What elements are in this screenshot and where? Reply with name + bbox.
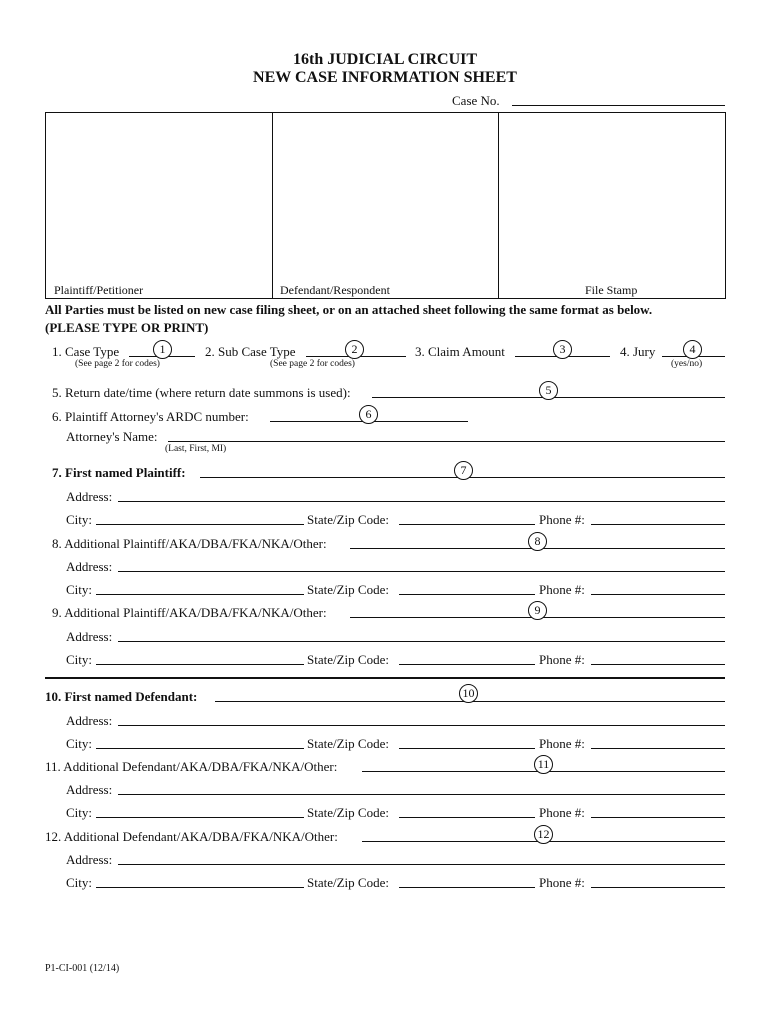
party-12-label: 12. Additional Defendant/AKA/DBA/FKA/NKA/Other: [45,829,338,844]
party-10-state-zip-label: State/Zip Code: [307,736,389,751]
party-11-city-field[interactable] [96,817,304,818]
party-11-state-zip-field[interactable] [399,817,535,818]
party-8-city-label: City: [66,582,93,597]
party-8-phone-label: Phone #: [539,582,585,597]
party-11-phone-label: Phone #: [539,805,585,820]
defendant-box[interactable] [272,113,499,298]
party-9-state-zip-field[interactable] [399,664,535,665]
party-7-state-zip-field[interactable] [399,524,535,525]
form-title: 16th JUDICIAL CIRCUIT [292,51,478,68]
ardc-label: 6. Plaintiff Attorney's ARDC number: [52,409,249,424]
sub-case-type-hint: (See page 2 for codes) [270,359,355,369]
party-7-state-zip-label: State/Zip Code: [307,512,389,527]
party-7-phone-label: Phone #: [539,512,585,527]
file-stamp-box [499,113,725,298]
party-8-city-field[interactable] [96,594,304,595]
party-10-city-field[interactable] [96,748,304,749]
party-8-address-field[interactable] [118,571,725,572]
party-9-phone-field[interactable] [591,664,725,665]
section-divider [45,677,725,679]
jury-hint: (yes/no) [671,359,703,369]
party-7-address-label: Address: [66,489,113,504]
party-12-state-zip-label: State/Zip Code: [307,875,389,890]
attorney-name-label: Attorney's Name: [66,429,158,444]
instruction-line-1: All Parties must be listed on new case filing sheet, or on an attached sheet following the same format as below. [45,302,653,317]
party-8-phone-field[interactable] [591,594,725,595]
party-8-state-zip-label: State/Zip Code: [307,582,389,597]
party-11-state-zip-label: State/Zip Code: [307,805,389,820]
case-no-label: Case No. [452,93,500,108]
marker-12: 12 [534,825,553,844]
party-10-label: 10. First named Defendant: [45,689,198,704]
attorney-name-hint: (Last, First, MI) [165,444,227,454]
party-7-city-label: City: [66,512,93,527]
jury-label: 4. Jury [620,344,656,359]
marker-6: 6 [359,405,378,424]
marker-11: 11 [534,755,553,774]
form-subtitle: NEW CASE INFORMATION SHEET [253,69,517,86]
sub-case-type-label: 2. Sub Case Type [205,344,296,359]
party-10-phone-label: Phone #: [539,736,585,751]
party-10-phone-field[interactable] [591,748,725,749]
party-12-phone-label: Phone #: [539,875,585,890]
party-10-address-label: Address: [66,713,113,728]
party-12-address-label: Address: [66,852,113,867]
case-no-field[interactable] [512,105,725,106]
return-date-label: 5. Return date/time (where return date summons is used): [52,385,351,400]
case-type-hint: (See page 2 for codes) [75,359,160,369]
plaintiff-box-label: Plaintiff/Petitioner [54,283,144,297]
plaintiff-box[interactable] [46,113,273,298]
party-9-address-field[interactable] [118,641,725,642]
party-11-label: 11. Additional Defendant/AKA/DBA/FKA/NKA/Other: [45,759,338,774]
party-9-label: 9. Additional Plaintiff/AKA/DBA/FKA/NKA/Other: [52,605,327,620]
party-10-state-zip-field[interactable] [399,748,535,749]
party-10-city-label: City: [66,736,93,751]
party-8-label: 8. Additional Plaintiff/AKA/DBA/FKA/NKA/Other: [52,536,327,551]
marker-7: 7 [454,461,473,480]
party-10-address-field[interactable] [118,725,725,726]
party-7-label: 7. First named Plaintiff: [52,465,186,480]
party-9-phone-label: Phone #: [539,652,585,667]
defendant-box-label: Defendant/Respondent [280,283,390,297]
case-type-label: 1. Case Type [52,344,120,359]
party-8-address-label: Address: [66,559,113,574]
party-9-city-label: City: [66,652,93,667]
party-11-address-field[interactable] [118,794,725,795]
marker-8: 8 [528,532,547,551]
party-12-address-field[interactable] [118,864,725,865]
party-box [45,112,726,299]
party-7-city-field[interactable] [96,524,304,525]
party-8-state-zip-field[interactable] [399,594,535,595]
marker-1: 1 [153,340,172,359]
party-12-city-label: City: [66,875,93,890]
marker-10: 10 [459,684,478,703]
party-11-address-label: Address: [66,782,113,797]
party-7-phone-field[interactable] [591,524,725,525]
party-11-city-label: City: [66,805,93,820]
party-11-phone-field[interactable] [591,817,725,818]
marker-9: 9 [528,601,547,620]
party-9-address-label: Address: [66,629,113,644]
marker-2: 2 [345,340,364,359]
party-9-city-field[interactable] [96,664,304,665]
attorney-name-field[interactable] [168,441,725,442]
party-12-phone-field[interactable] [591,887,725,888]
file-stamp-label: File Stamp [585,283,638,297]
party-9-state-zip-label: State/Zip Code: [307,652,389,667]
claim-amount-label: 3. Claim Amount [415,344,505,359]
party-12-city-field[interactable] [96,887,304,888]
marker-4: 4 [683,340,702,359]
marker-3: 3 [553,340,572,359]
party-12-state-zip-field[interactable] [399,887,535,888]
instruction-line-2: (PLEASE TYPE OR PRINT) [45,320,209,335]
marker-5: 5 [539,381,558,400]
party-7-address-field[interactable] [118,501,725,502]
form-code: P1-CI-001 (12/14) [45,963,120,974]
